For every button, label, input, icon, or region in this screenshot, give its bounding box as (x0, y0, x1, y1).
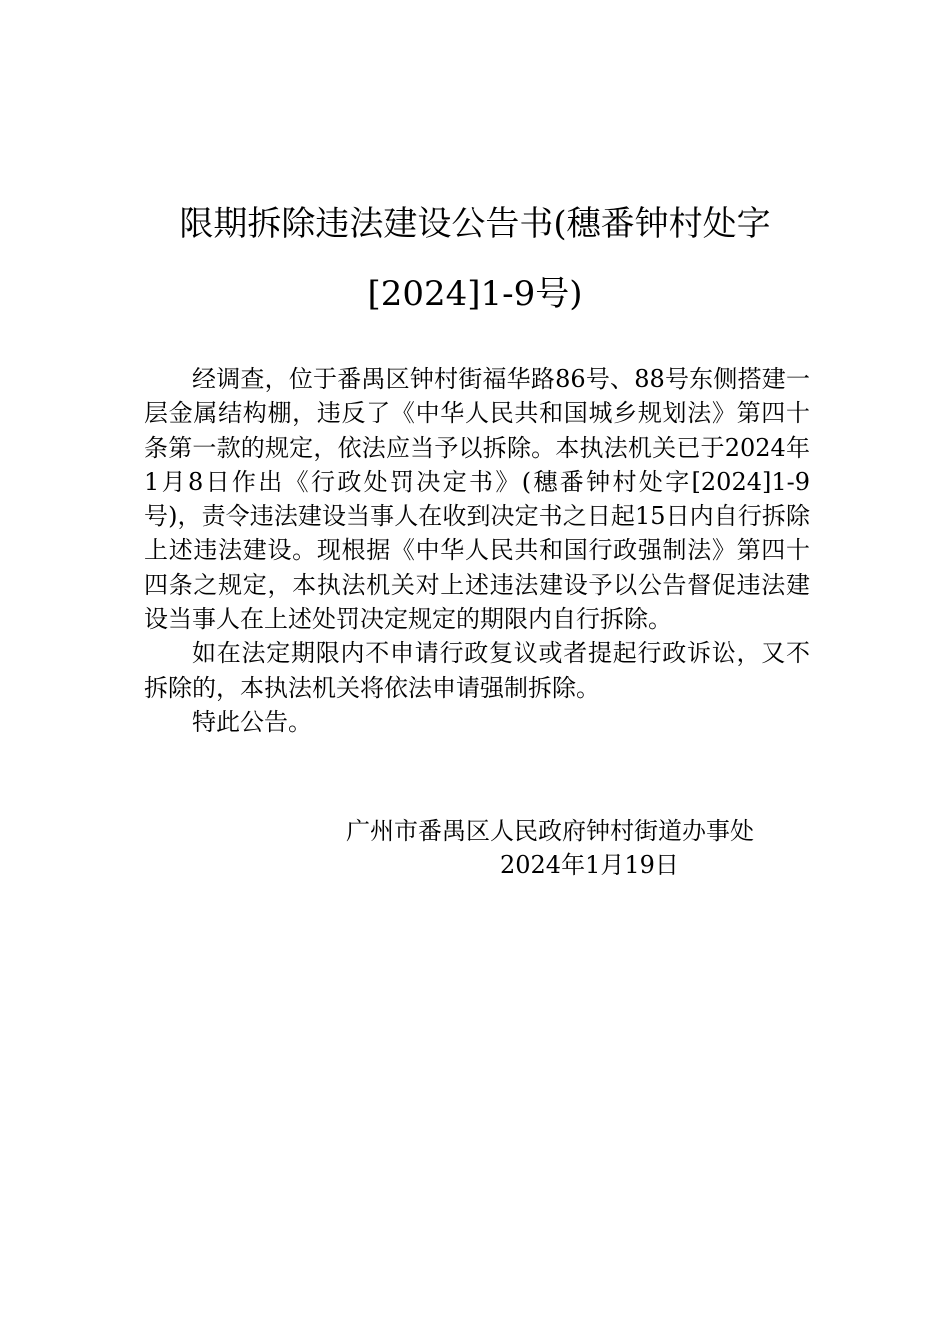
issuer-name: 广州市番禺区人民政府钟村街道办事处 (346, 817, 754, 845)
body-paragraph-3: 特此公告。 (192, 707, 312, 736)
body-paragraph-1: 经调查，位于番禺区钟村街福华路86号、88号东侧搭建一层金属结构棚，违反了《中华人民共和国城乡规划法》第四十条第一款的规定，依法应当予以拆除。本执法机关已于2024年1月8日作出《行政处罚决定书》(穗番钟村处字[2024]1-9号)，责令违法建设当事人在收到决定书之日起15日内自行拆除上述违法建设。现根据《中华人民共和国行政强制法》第四十四条之规定，本执法机关对上述违法建设予以公告督促违法建设当事人在上述处罚决定规定的期限内自行拆除。 (144, 365, 810, 634)
document-body (144, 362, 810, 739)
document-title-line-2: [2024]1-9号) (367, 274, 583, 314)
document-title-line-1: 限期拆除违法建设公告书(穗番钟村处字 (179, 204, 771, 244)
body-paragraph-2: 如在法定期限内不申请行政复议或者提起行政诉讼，又不拆除的，本执法机关将依法申请强制拆除。 (144, 639, 810, 702)
issue-date: 2024年1月19日 (500, 851, 679, 879)
